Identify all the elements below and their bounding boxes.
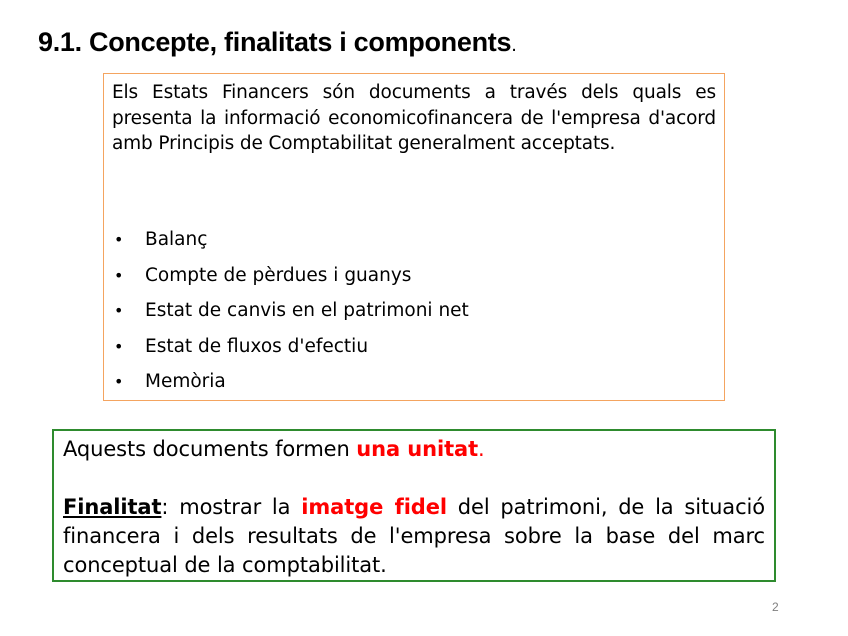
paragraph-gap <box>63 464 765 493</box>
purpose-highlight: imatge fidel <box>301 495 447 519</box>
purpose-box <box>52 429 776 582</box>
list-item-label: Memòria <box>145 371 226 393</box>
definition-box <box>103 73 725 401</box>
slide-title-text: 9.1. Concepte, finalitats i components <box>38 27 512 57</box>
slide-title <box>38 27 516 58</box>
unity-highlight: una unitat <box>356 437 479 461</box>
bullet-icon: • <box>114 372 124 392</box>
list-item-label: Estat de canvis en el patrimoni net <box>145 300 469 322</box>
unity-prefix: Aquests documents formen <box>63 437 357 461</box>
bullet-icon: • <box>114 336 124 356</box>
list-item <box>114 299 469 335</box>
unity-suffix: . <box>478 437 485 461</box>
financial-statements-list <box>114 228 469 406</box>
slide-title-period: . <box>511 34 517 56</box>
purpose-rest: del patrimoni, de la situació financera i dels resultats de l'empresa sobre la base del marc conceptual de la comptabilitat. <box>63 495 765 577</box>
list-item-label: Compte de pèrdues i guanys <box>145 264 412 286</box>
list-item <box>114 228 469 264</box>
definition-paragraph: Els Estats Financers són documents a través dels quals es presenta la informació economicofinancera de l'empresa d'acord amb Principis de Comptabilitat generalment acceptats. <box>112 82 716 154</box>
bullet-icon: • <box>114 265 124 285</box>
unity-statement <box>63 435 765 464</box>
bullet-icon: • <box>114 301 124 321</box>
purpose-label: Finalitat <box>63 495 162 519</box>
list-item <box>114 370 469 406</box>
list-item <box>114 335 469 371</box>
list-item-label: Balanç <box>145 229 208 250</box>
purpose-statement <box>63 493 765 580</box>
page-number: 2 <box>772 600 779 614</box>
list-item-label: Estat de fluxos d'efectiu <box>145 335 369 357</box>
purpose-colon: : mostrar la <box>161 495 302 519</box>
list-item <box>114 264 469 300</box>
bullet-icon: • <box>114 230 124 249</box>
